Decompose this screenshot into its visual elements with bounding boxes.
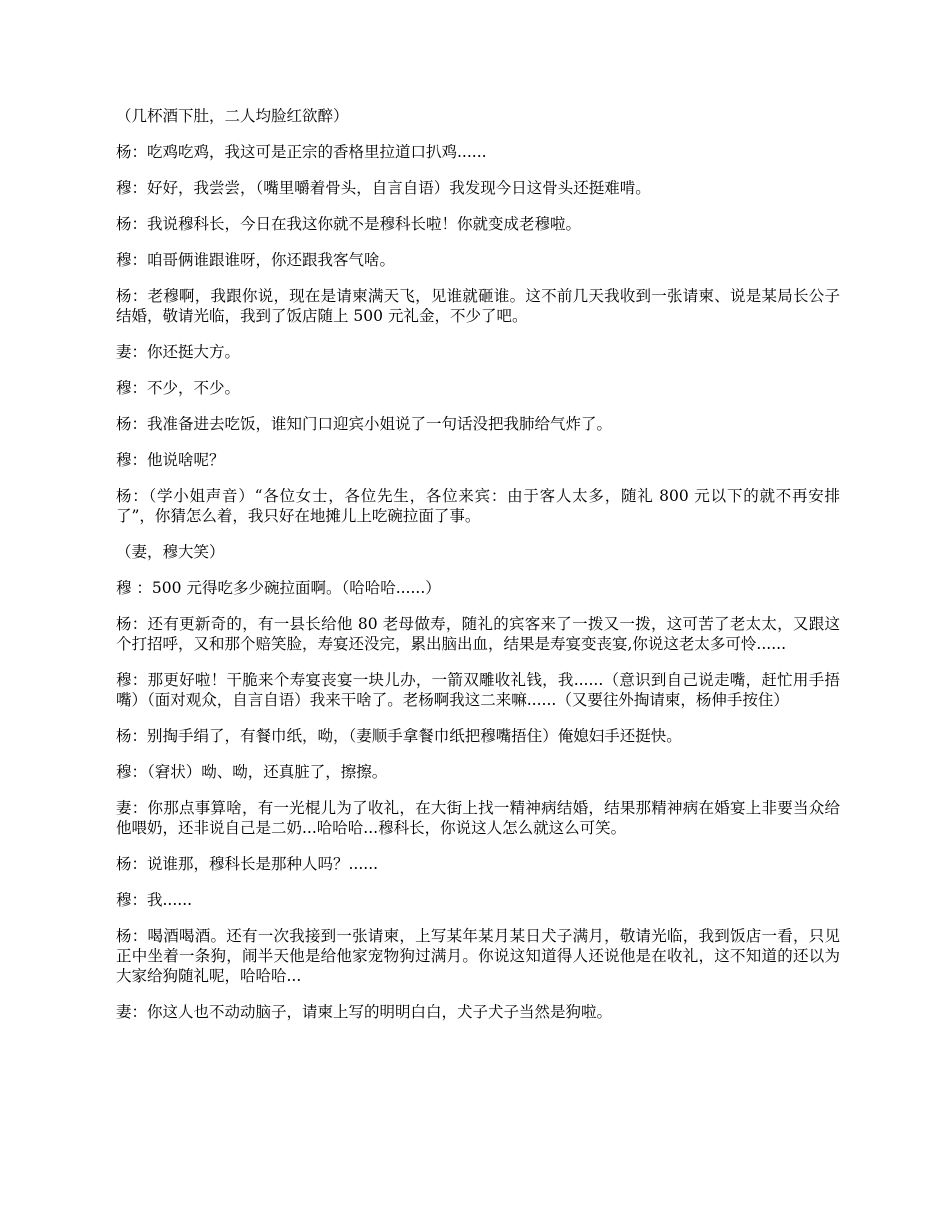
paragraph: 妻：你还挺大方。: [116, 343, 241, 361]
paragraph: 杨：老穆啊，我跟你说，现在是请柬满天飞，见谁就砸谁。这不前几天我收到一张请柬、说是某局长公子结婚，敬请光临，我到了饭店随上 500 元礼金，不少了吧。: [116, 287, 840, 325]
paragraph: 杨：别掏手绢了，有餐巾纸，呦，（妻顺手拿餐巾纸把穆嘴捂住）俺媳妇手还挺快。: [116, 727, 682, 745]
paragraph: （几杯酒下肚，二人均脸红欲醉）: [116, 107, 349, 125]
paragraph: 杨：还有更新奇的，有一县长给他 80 老母做寿，随礼的宾客来了一拨又一拨，这可苦了老太太，又跟这个打招呼，又和那个赔笑脸，寿宴还没完，累出脑出血，结果是寿宴变丧宴,你说这老太多可怜......: [116, 615, 840, 653]
paragraph: 杨：（学小姐声音）“各位女士，各位先生，各位来宾：由于客人太多，随礼 800 元以下的就不再安排了”，你猜怎么着，我只好在地摊儿上吃碗拉面了事。: [116, 487, 840, 525]
paragraph: 穆：不少，不少。: [116, 379, 241, 397]
paragraph: 杨：我说穆科长，今日在我这你就不是穆科长啦！你就变成老穆啦。: [116, 215, 582, 233]
paragraph: 穆：他说啥呢？: [116, 451, 225, 469]
paragraph: 穆：好好，我尝尝，（嘴里嚼着骨头，自言自语）我发现今日这骨头还挺难啃。: [116, 179, 651, 197]
paragraph: 杨：说谁那，穆科长是那种人吗？......: [116, 855, 379, 873]
paragraph: 穆：咱哥俩谁跟谁呀，你还跟我客气啥。: [116, 251, 396, 269]
paragraph: 杨：我准备进去吃饭，谁知门口迎宾小姐说了一句话没把我肺给气炸了。: [116, 415, 613, 433]
paragraph: 杨：吃鸡吃鸡，我这可是正宗的香格里拉道口扒鸡......: [116, 143, 487, 161]
paragraph: 穆：我......: [116, 891, 193, 909]
paragraph: 妻：你那点事算啥，有一光棍儿为了收礼，在大街上找一精神病结婚，结果那精神病在婚宴上非要当众给他喂奶，还非说自己是二奶...哈哈哈...穆科长，你说这人怎么就这么可笑。: [116, 799, 840, 837]
paragraph: 穆：（窘状）呦、呦，还真脏了，擦擦。: [116, 763, 388, 781]
paragraph: 杨：喝酒喝酒。还有一次我接到一张请柬，上写某年某月某日犬子满月，敬请光临，我到饭店一看，只见正中坐着一条狗，闹半天他是给他家宠物狗过满月。你说这知道得人还说他是在收礼，这不知道的还以为大家给狗随礼呢，哈哈哈...: [116, 927, 840, 985]
paragraph: 妻：你这人也不动动脑子，请柬上写的明明白白，犬子犬子当然是狗啦。: [116, 1003, 613, 1021]
paragraph: 穆 ：500 元得吃多少碗拉面啊。（哈哈哈......）: [116, 579, 441, 597]
paragraph: （妻，穆大笑）: [116, 543, 225, 561]
paragraph: 穆：那更好啦！干脆来个寿宴丧宴一块儿办，一箭双雕收礼钱，我......（意识到自己说走嘴，赶忙用手捂嘴）（面对观众，自言自语）我来干啥了。老杨啊我这二来嘛......（又要往外掏请柬，杨伸手按住）: [116, 671, 840, 709]
